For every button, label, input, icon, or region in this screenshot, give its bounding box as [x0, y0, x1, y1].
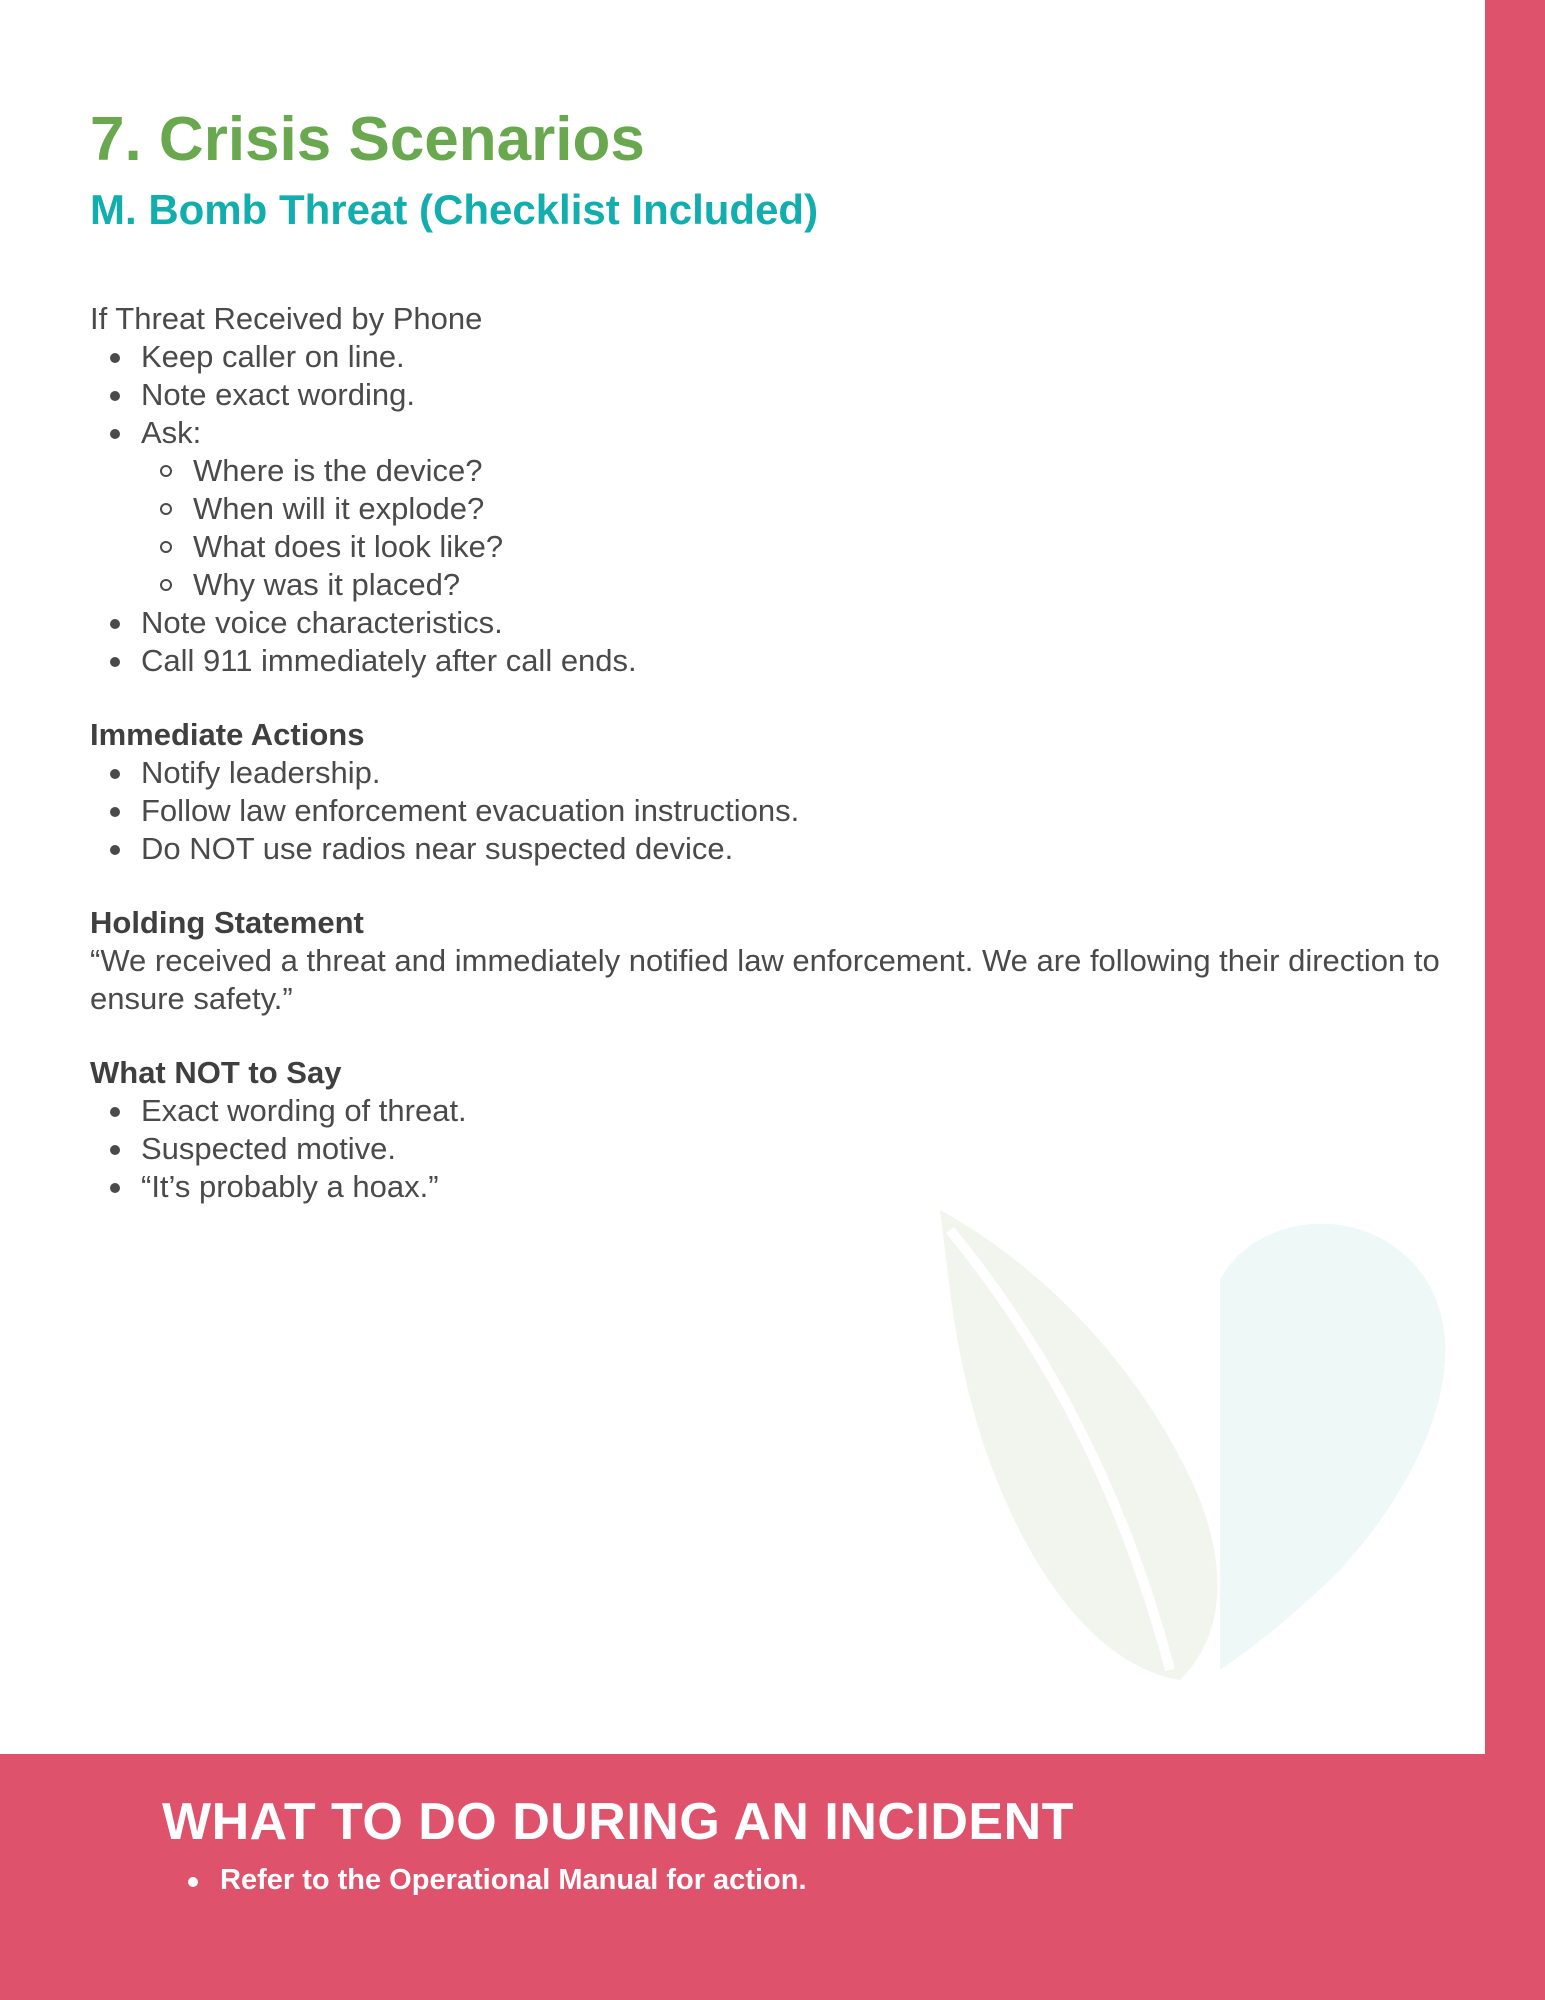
list-item: “It’s probably a hoax.”: [90, 1168, 1450, 1206]
list-item: Follow law enforcement evacuation instructions.: [90, 792, 1450, 830]
list-item: Note voice characteristics.: [90, 604, 1450, 642]
list-item: Call 911 immediately after call ends.: [90, 642, 1450, 680]
bullet-icon: [110, 845, 120, 855]
bullet-icon: [110, 1145, 120, 1155]
sublist-item: Why was it placed?: [90, 566, 1450, 604]
footer-list: [168, 1864, 807, 1897]
list-item: Notify leadership.: [90, 754, 1450, 792]
phone-list-continued: [90, 604, 1450, 680]
bullet-icon: [110, 1107, 120, 1117]
phone-list: [90, 338, 1450, 452]
circle-bullet-icon: [160, 579, 172, 591]
list-item: Do NOT use radios near suspected device.: [90, 830, 1450, 868]
what-not-to-say-heading: What NOT to Say: [90, 1055, 342, 1090]
bullet-icon: [110, 1183, 120, 1193]
main-content: [90, 100, 1450, 1206]
ask-sublist: [90, 452, 1450, 604]
sublist-item: What does it look like?: [90, 528, 1450, 566]
sublist-item: When will it explode?: [90, 490, 1450, 528]
circle-bullet-icon: [160, 503, 172, 515]
page-title: 7. Crisis Scenarios: [90, 105, 645, 174]
holding-statement-heading: Holding Statement: [90, 905, 364, 940]
immediate-actions-list: [90, 754, 1450, 868]
bullet-icon: [110, 769, 120, 779]
phone-section-heading: If Threat Received by Phone: [90, 301, 483, 336]
bullet-icon: [110, 657, 120, 667]
heart-watermark-icon: [1220, 1224, 1445, 1670]
holding-statement-text: “We received a threat and immediately notified law enforcement. We are following their direction to ensure safety.”: [90, 943, 1440, 1016]
bullet-icon: [110, 429, 120, 439]
bullet-icon: [110, 391, 120, 401]
list-item: Keep caller on line.: [90, 338, 1450, 376]
bullet-icon: [110, 807, 120, 817]
circle-bullet-icon: [160, 541, 172, 553]
footer-title: WHAT TO DO DURING AN INCIDENT: [162, 1793, 1074, 1851]
bullet-icon: [110, 353, 120, 363]
list-item: Ask:: [90, 414, 1450, 452]
leaf-heart-watermark-icon: [920, 1200, 1480, 1690]
list-item: Suspected motive.: [90, 1130, 1450, 1168]
right-accent-bar: [1485, 0, 1545, 2000]
footer-list-item: Refer to the Operational Manual for action.: [168, 1864, 807, 1897]
sublist-item: Where is the device?: [90, 452, 1450, 490]
bullet-icon: [110, 619, 120, 629]
leaf-watermark-icon: [940, 1210, 1217, 1680]
list-item: Note exact wording.: [90, 376, 1450, 414]
immediate-actions-heading: Immediate Actions: [90, 717, 365, 752]
list-item: Exact wording of threat.: [90, 1092, 1450, 1130]
bullet-icon: [188, 1877, 198, 1887]
page-subtitle: M. Bomb Threat (Checklist Included): [90, 186, 819, 233]
circle-bullet-icon: [160, 465, 172, 477]
what-not-to-say-list: [90, 1092, 1450, 1206]
footer-banner: [0, 1754, 1545, 2000]
